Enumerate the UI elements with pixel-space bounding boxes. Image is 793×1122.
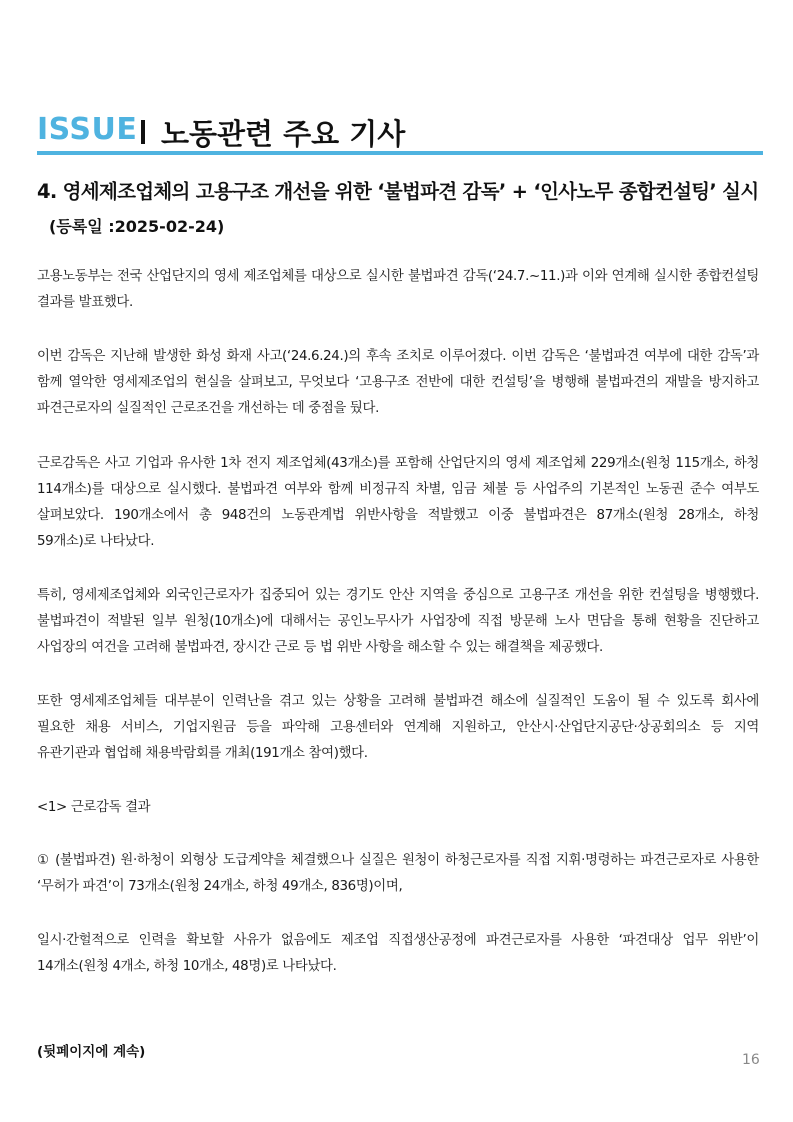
paragraph — [37, 344, 759, 422]
paragraph-line: <1> 근로감독 결과 — [37, 800, 151, 815]
paragraph-line: 고용노동부는 전국 산업단지의 영세 제조업체를 대상으로 실시한 불법파견 감독(‘24.7.~11.)과 이와 연계해 실시한 종합컨설팅 — [37, 269, 759, 284]
section-title: 노동관련 주요 기사 — [161, 117, 406, 151]
paragraph-line: 함께 열악한 영세제조업의 현실을 살펴보고, 무엇보다 ‘고용구조 전반에 대한 컨설팅’을 병행해 불법파견의 재발을 방지하고 — [37, 375, 759, 390]
page-number: 16 — [742, 1052, 760, 1068]
continued-note: (뒷페이지에 계속) — [37, 1044, 146, 1060]
paragraph-line: 사업장의 여건을 고려해 불법파견, 장시간 근로 등 법 위반 사항을 해소할 수 있는 해결책을 제공했다. — [37, 640, 603, 655]
paragraph-line: 특히, 영세제조업체와 외국인근로자가 집중되어 있는 경기도 안산 지역을 중심으로 고용구조 개선을 위한 컨설팅을 병행했다. — [37, 588, 759, 603]
paragraph-line: 14개소(원청 4개소, 하청 10개소, 48명)로 나타났다. — [37, 959, 337, 974]
paragraph-line: 결과를 발표했다. — [37, 295, 133, 310]
paragraph — [37, 583, 759, 661]
article-title: 4. 영세제조업체의 고용구조 개선을 위한 ‘불법파견 감독’ + ‘인사노무 종합컨설팅’ 실시 — [37, 180, 759, 203]
paragraph-line: 일시·간헐적으로 인력을 확보할 사유가 없음에도 제조업 직접생산공정에 파견근로자를 사용한 ‘파견대상 업무 위반’이 — [37, 933, 759, 948]
paragraph-line: 59개소)로 나타났다. — [37, 534, 155, 549]
paragraph-line: 살펴보았다. 190개소에서 총 948건의 노동관계법 위반사항을 적발했고 이중 불법파견은 87개소(원청 28개소, 하청 — [37, 508, 759, 523]
paragraph-line: 파견근로자의 실질적인 근로조건을 개선하는 데 중점을 뒀다. — [37, 401, 379, 416]
paragraph-line: 불법파견이 적발된 일부 원청(10개소)에 대해서는 공인노무사가 사업장에 직접 방문해 노사 면담을 통해 현황을 진단하고 — [37, 614, 759, 629]
paragraph-line: ① (불법파견) 원·하청이 외형상 도급계약을 체결했으나 실질은 원청이 하청근로자를 직접 지휘·명령하는 파견근로자로 사용한 — [37, 853, 759, 868]
paragraph-line: 필요한 채용 서비스, 기업지원금 등을 파악해 고용센터와 연계해 지원하고, 안산시·산업단지공단·상공회의소 등 지역 — [37, 720, 759, 735]
header-divider-bar — [141, 120, 145, 144]
paragraph-line: 근로감독은 사고 기업과 유사한 1차 전지 제조업체(43개소)를 포함해 산업단지의 영세 제조업체 229개소(원청 115개소, 하청 — [37, 456, 759, 471]
paragraph-line: 이번 감독은 지난해 발생한 화성 화재 사고(‘24.6.24.)의 후속 조치로 이루어졌다. 이번 감독은 ‘불법파견 여부에 대한 감독’과 — [37, 349, 759, 364]
section-header — [37, 108, 763, 156]
paragraph — [37, 689, 759, 767]
paragraph-line: 114개소)를 대상으로 실시했다. 불법파견 여부와 함께 비정규직 차별, 임금 체불 등 사업주의 기본적인 노동권 준수 여부도 — [37, 482, 759, 497]
paragraph-line: 또한 영세제조업체들 대부분이 인력난을 겪고 있는 상황을 고려해 불법파견 해소에 실질적인 도움이 될 수 있도록 회사에 — [37, 694, 759, 709]
paragraph — [37, 451, 759, 555]
paragraph — [37, 928, 759, 980]
paragraph-line: ‘무허가 파견’이 73개소(원청 24개소, 하청 49개소, 836명)이며, — [37, 879, 403, 894]
paragraph — [37, 264, 759, 316]
registration-date: (등록일 :2025-02-24) — [49, 217, 225, 236]
header-rule — [37, 151, 763, 155]
subheading — [37, 795, 759, 821]
paragraph-line: 유관기관과 협업해 채용박람회를 개최(191개소 참여)했다. — [37, 746, 368, 761]
issue-label: ISSUE — [37, 112, 138, 147]
paragraph — [37, 848, 759, 900]
